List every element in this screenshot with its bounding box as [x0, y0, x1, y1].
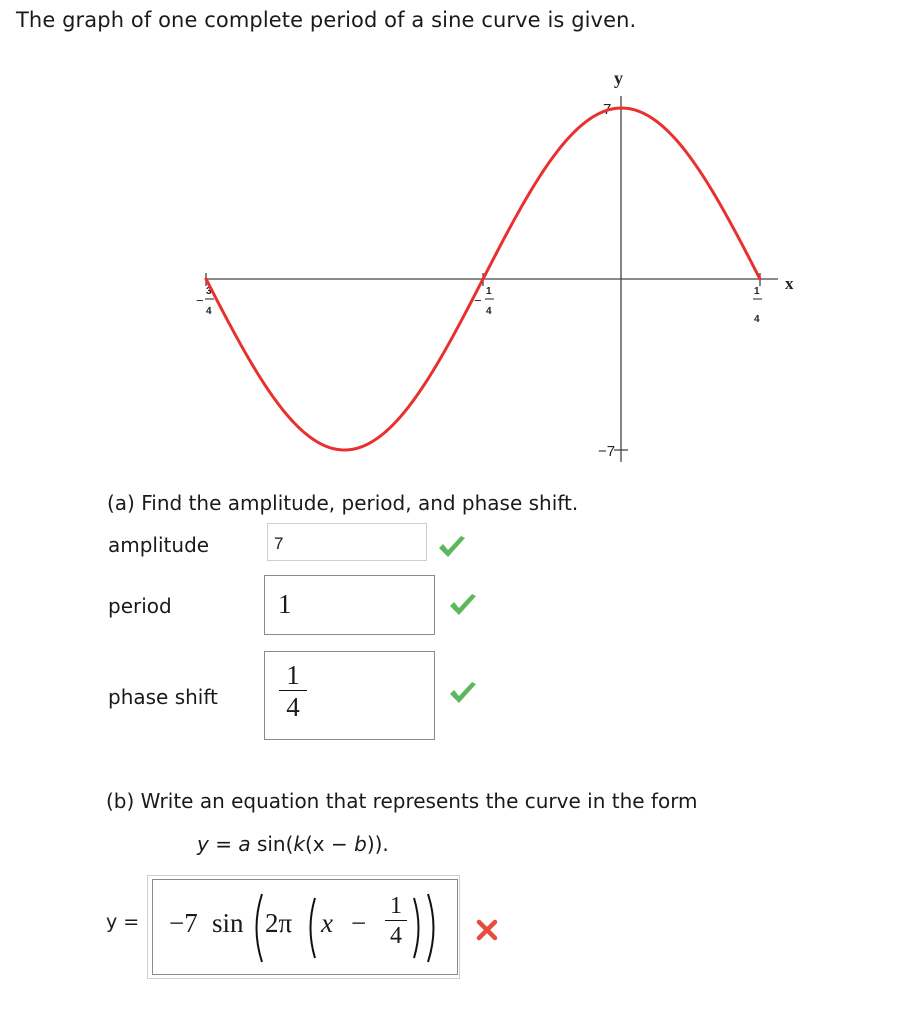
sine-graph — [0, 0, 905, 480]
svg-text:3: 3 — [206, 286, 212, 297]
y-tick-label-bottom: −7 — [598, 443, 616, 460]
answer-two-pi: 2π — [265, 908, 293, 938]
big-paren-close-icon — [425, 892, 441, 964]
check-icon — [448, 680, 478, 706]
x-axis-label: x — [785, 274, 794, 293]
cross-icon — [476, 919, 498, 941]
svg-text:1: 1 — [754, 286, 760, 297]
svg-text:−: − — [196, 293, 204, 308]
phase-shift-input[interactable] — [264, 651, 435, 740]
answer-coefficient: −7 — [169, 908, 198, 938]
period-input[interactable] — [264, 575, 435, 635]
svg-text:4: 4 — [486, 306, 492, 317]
big-paren-open-icon — [249, 892, 265, 964]
amplitude-input[interactable]: 7 — [267, 523, 427, 561]
check-icon — [437, 534, 467, 560]
period-value: 1 — [278, 589, 292, 619]
equation-input[interactable] — [152, 879, 458, 975]
amplitude-label: amplitude — [108, 533, 210, 557]
phase-shift-fraction — [279, 660, 307, 723]
phase-shift-numerator: 1 — [286, 660, 300, 690]
paren-close-icon — [411, 896, 425, 960]
answer-fraction — [385, 892, 407, 951]
check-icon — [448, 592, 478, 618]
phase-shift-denominator: 4 — [286, 692, 300, 722]
svg-text:1: 1 — [486, 286, 492, 297]
part-b-heading: (b) Write an equation that represents the curve in the form — [106, 789, 698, 813]
answer-numerator: 1 — [390, 893, 402, 919]
svg-text:4: 4 — [754, 314, 760, 325]
answer-denominator: 4 — [390, 923, 402, 949]
paren-open-icon — [304, 896, 318, 960]
answer-x: x — [321, 908, 333, 938]
answer-sin: sin — [212, 908, 244, 938]
y-equals-label: y = — [106, 911, 140, 933]
x-tick-label-right — [753, 286, 762, 325]
period-label: period — [108, 594, 172, 618]
answer-minus: − — [351, 908, 367, 938]
equation-form: y = a sin(k(x − b)). — [197, 832, 389, 856]
svg-text:4: 4 — [206, 306, 212, 317]
part-a-heading: (a) Find the amplitude, period, and phase shift. — [107, 491, 579, 515]
y-tick-label-top: 7 — [603, 101, 612, 118]
y-axis-label: y — [614, 68, 623, 88]
problem-intro: The graph of one complete period of a sine curve is given. — [16, 8, 637, 32]
svg-text:−: − — [474, 293, 482, 308]
phase-shift-label: phase shift — [108, 685, 218, 709]
